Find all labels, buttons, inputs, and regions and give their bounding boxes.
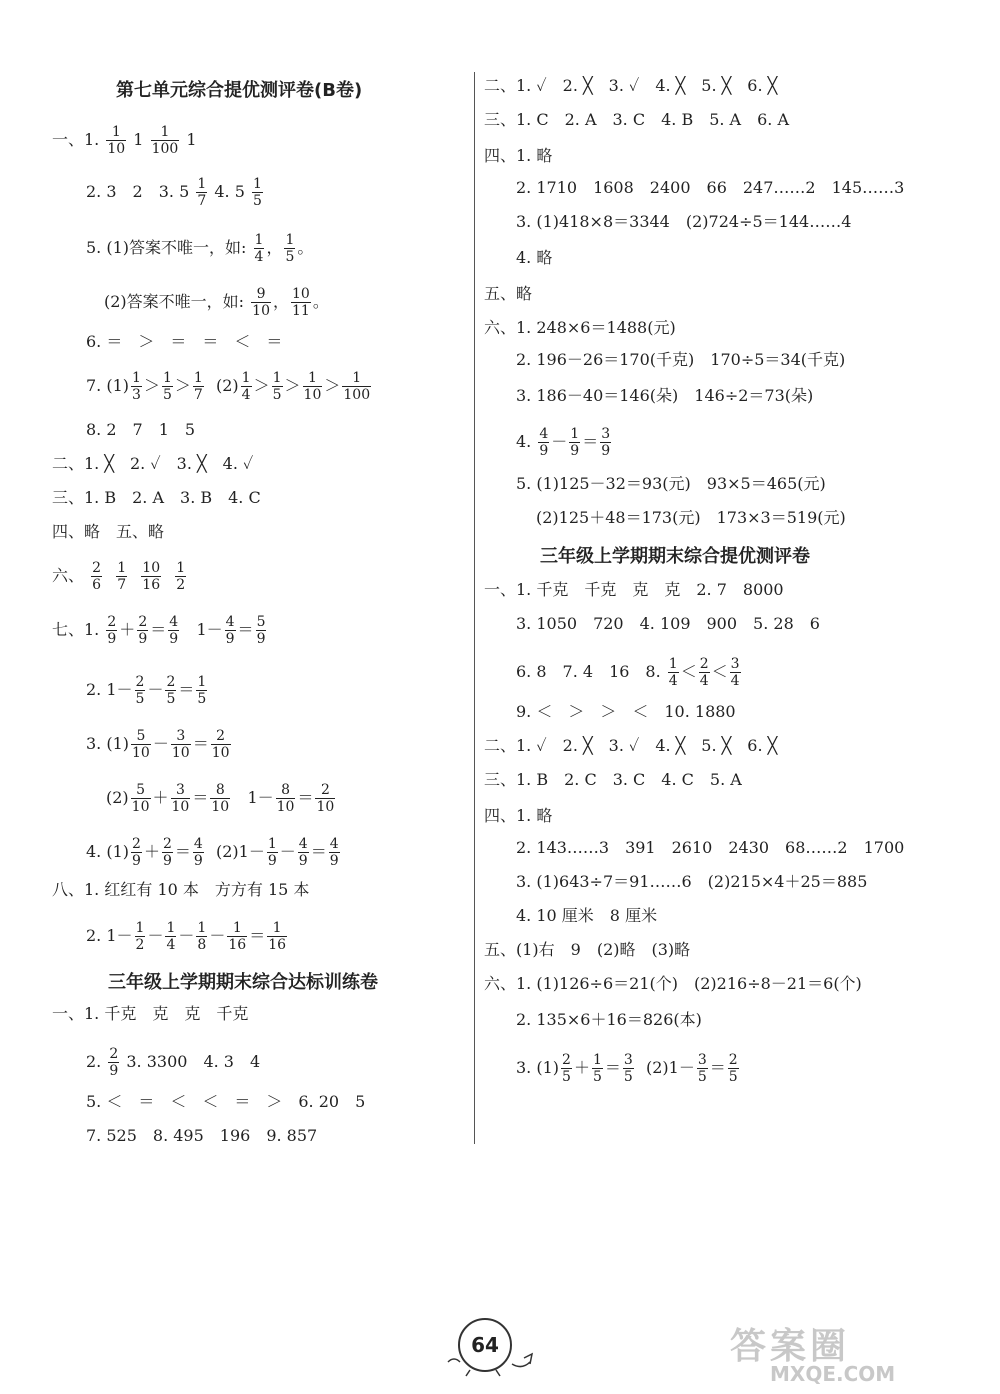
answer-line: 五、(1)右 9 (2)略 (3)略 xyxy=(484,940,691,959)
answer-line: 一、1. $\frac{1}{10}$ 1 $\frac{1}{100}$ 1 xyxy=(52,124,197,157)
answer-line: (2) $\frac{5}{10}$ ＋ $\frac{3}{10}$ ＝ $\frac{8}{10}$ 1－ $\frac{8}{10}$ ＝ $\frac{2}{10}$ xyxy=(106,782,335,815)
fraction: $\frac{3}{5}$ xyxy=(697,1052,707,1085)
answer-line: 二、1. ╳ 2. ✓ 3. ╳ 4. ✓ xyxy=(52,454,254,473)
answer-line: 4. 略 xyxy=(516,248,553,267)
fraction: $\frac{5}{10}$ xyxy=(131,782,150,815)
fraction: $\frac{2}{9}$ xyxy=(107,614,117,647)
fraction: $\frac{5}{10}$ xyxy=(132,728,150,761)
watermark xyxy=(730,1318,980,1388)
fraction: $\frac{2}{5}$ xyxy=(562,1052,571,1085)
fraction: $\frac{3}{9}$ xyxy=(601,426,611,459)
fraction: $\frac{2}{9}$ xyxy=(162,836,172,869)
answer-line: 三、1. C 2. A 3. C 4. B 5. A 6. A xyxy=(484,110,790,129)
fraction: $\frac{5}{9}$ xyxy=(256,614,266,647)
answer-line: 六、1. 248×6＝1488(元) xyxy=(484,318,676,337)
fraction: $\frac{8}{10}$ xyxy=(276,782,295,815)
answer-line: 3. (1)418×8＝3344 (2)724÷5＝144……4 xyxy=(516,212,852,231)
section-title-final-advanced: 三年级上学期期末综合提优测评卷 xyxy=(540,546,810,567)
answer-line: 7. 525 8. 495 196 9. 857 xyxy=(86,1126,318,1145)
fraction: $\frac{10}{11}$ xyxy=(292,286,310,319)
fraction: $\frac{2}{4}$ xyxy=(699,656,709,689)
answer-line: 五、略 xyxy=(484,284,533,303)
answer-line: 2. $\frac{2}{9}$ 3. 3300 4. 3 4 xyxy=(86,1046,261,1079)
answer-line: 2. 1－ $\frac{1}{2}$ － $\frac{1}{4}$ － $\frac{1}{8}$ － $\frac{1}{16}$ ＝ $\frac{1}{16}$ xyxy=(86,920,287,953)
fraction: $\frac{1}{5}$ xyxy=(253,176,262,209)
answer-line: 一、1. 千克 克 克 千克 xyxy=(52,1004,249,1023)
page-number: 64 xyxy=(458,1318,512,1372)
fraction: $\frac{1}{4}$ xyxy=(241,370,251,403)
answer-line: 三、1. B 2. C 3. C 4. C 5. A xyxy=(484,770,742,789)
answer-line: 5. (1)125－32＝93(元) 93×5＝465(元) xyxy=(516,474,826,493)
fraction: $\frac{8}{10}$ xyxy=(211,782,230,815)
fraction: $\frac{2}{5}$ xyxy=(135,674,145,707)
section-title-unit7: 第七单元综合提优测评卷(B卷) xyxy=(116,80,363,101)
fraction: $\frac{3}{10}$ xyxy=(171,728,190,761)
answer-line: 6. ＝ ＞ ＝ ＝ ＜ ＝ xyxy=(86,332,283,351)
column-divider xyxy=(474,72,475,1144)
fraction: $\frac{4}{9}$ xyxy=(329,836,339,869)
fraction: $\frac{4}{9}$ xyxy=(298,836,308,869)
answer-line: 2. 135×6＋16＝826(本) xyxy=(516,1010,702,1029)
fraction: $\frac{1}{100}$ xyxy=(343,370,371,403)
fraction: $\frac{1}{4}$ xyxy=(166,920,176,953)
fraction: $\frac{1}{7}$ xyxy=(197,176,207,209)
fraction: $\frac{4}{9}$ xyxy=(539,426,549,459)
answer-line: 2. 143……3 391 2610 2430 68……2 1700 xyxy=(516,838,905,857)
fraction: $\frac{1}{10}$ xyxy=(107,124,126,157)
answer-line: 七、1. $\frac{2}{9}$ ＋ $\frac{2}{9}$ ＝ $\frac{4}{9}$ 1－ $\frac{4}{9}$ ＝ $\frac{5}{9}$ xyxy=(52,614,266,647)
section-title-final-standard: 三年级上学期期末综合达标训练卷 xyxy=(108,972,378,993)
fraction: $\frac{2}{9}$ xyxy=(109,1046,119,1079)
fraction: $\frac{1}{7}$ xyxy=(117,560,127,593)
answer-line: 一、1. 千克 千克 克 克 2. 7 8000 xyxy=(484,580,784,599)
answer-line: 4. (1) $\frac{2}{9}$ ＋ $\frac{2}{9}$ ＝ $\frac{4}{9}$ (2)1－ $\frac{1}{9}$ － $\frac{4}{9}$ ＝ $\frac{4}{9}$ xyxy=(86,836,339,869)
fraction: $\frac{1}{100}$ xyxy=(151,124,179,157)
answer-line: 六、 $\frac{2}{6}$ $\frac{1}{7}$ $\frac{10}{16}$ $\frac{1}{2}$ xyxy=(52,560,186,593)
answer-line: 2. 3 2 3. 5 $\frac{1}{7}$ 4. 5 $\frac{1}{5}$ xyxy=(86,176,262,209)
answer-line: 6. 8 7. 4 16 8. $\frac{1}{4}$ ＜ $\frac{2}{4}$ ＜ $\frac{3}{4}$ xyxy=(516,656,740,689)
answer-line: 二、1. ✓ 2. ╳ 3. ✓ 4. ╳ 5. ╳ 6. ╳ xyxy=(484,76,778,95)
fraction: $\frac{4}{9}$ xyxy=(169,614,179,647)
fraction: $\frac{1}{10}$ xyxy=(303,370,322,403)
fraction: $\frac{2}{9}$ xyxy=(138,614,148,647)
fraction: $\frac{1}{5}$ xyxy=(285,232,295,265)
page-number-badge xyxy=(440,1318,560,1378)
fraction: $\frac{3}{4}$ xyxy=(730,656,740,689)
fraction: $\frac{1}{16}$ xyxy=(228,920,247,953)
answer-line: 8. 2 7 1 5 xyxy=(86,420,196,439)
answer-line: 4. 10 厘米 8 厘米 xyxy=(516,906,658,925)
fraction: $\frac{2}{9}$ xyxy=(132,836,141,869)
fraction: $\frac{1}{4}$ xyxy=(668,656,678,689)
watermark-text: 答案圈 xyxy=(730,1326,851,1367)
answer-line: 3. (1) $\frac{2}{5}$ ＋ $\frac{1}{5}$ ＝ $\frac{3}{5}$ (2)1－ $\frac{3}{5}$ ＝ $\frac{2}{5}$ xyxy=(516,1052,738,1085)
fraction: $\frac{1}{5}$ xyxy=(272,370,282,403)
fraction: $\frac{1}{5}$ xyxy=(592,1052,602,1085)
answer-line: 3. (1)643÷7＝91……6 (2)215×4＋25＝885 xyxy=(516,872,868,891)
fraction: $\frac{2}{5}$ xyxy=(166,674,176,707)
answer-line: 2. 1710 1608 2400 66 247……2 145……3 xyxy=(516,178,905,197)
fraction: $\frac{10}{16}$ xyxy=(142,560,161,593)
answer-line: 六、1. (1)126÷6＝21(个) (2)216÷8－21＝6(个) xyxy=(484,974,862,993)
answer-line: 9. ＜ ＞ ＞ ＜ 10. 1880 xyxy=(516,702,736,721)
answer-line: 3. 186－40＝146(朵) 146÷2＝73(朵) xyxy=(516,386,814,405)
fraction: $\frac{4}{9}$ xyxy=(193,836,203,869)
fraction: $\frac{1}{5}$ xyxy=(162,370,172,403)
fraction: $\frac{1}{3}$ xyxy=(132,370,141,403)
fraction: $\frac{1}{16}$ xyxy=(268,920,287,953)
answer-line: (2)答案不唯一，如: $\frac{9}{10}$ ， $\frac{10}{11}$ 。 xyxy=(104,286,329,319)
fraction: $\frac{2}{10}$ xyxy=(316,782,335,815)
fraction: $\frac{1}{2}$ xyxy=(135,920,145,953)
answer-line: 二、1. ✓ 2. ╳ 3. ✓ 4. ╳ 5. ╳ 6. ╳ xyxy=(484,736,778,755)
answer-line: 3. 1050 720 4. 109 900 5. 28 6 xyxy=(516,614,820,633)
fraction: $\frac{1}{2}$ xyxy=(176,560,186,593)
answer-line: 2. 196－26＝170(千克) 170÷5＝34(千克) xyxy=(516,350,846,369)
fraction: $\frac{2}{5}$ xyxy=(728,1052,738,1085)
fraction: $\frac{9}{10}$ xyxy=(252,286,270,319)
answer-line: 三、1. B 2. A 3. B 4. C xyxy=(52,488,261,507)
fraction: $\frac{3}{10}$ xyxy=(171,782,190,815)
answer-line: 四、1. 略 xyxy=(484,146,553,165)
answer-line: 2. 1－ $\frac{2}{5}$ － $\frac{2}{5}$ ＝ $\frac{1}{5}$ xyxy=(86,674,207,707)
fraction: $\frac{1}{9}$ xyxy=(267,836,277,869)
answer-line: 5. ＜ ＝ ＜ ＜ ＝ ＞ 6. 20 5 xyxy=(86,1092,366,1111)
fraction: $\frac{2}{10}$ xyxy=(211,728,230,761)
fraction: $\frac{1}{8}$ xyxy=(197,920,207,953)
fraction: $\frac{3}{5}$ xyxy=(623,1052,633,1085)
answer-line: 八、1. 红红有 10 本 方方有 15 本 xyxy=(52,880,310,899)
fraction: $\frac{4}{9}$ xyxy=(225,614,235,647)
fraction: $\frac{1}{5}$ xyxy=(197,674,207,707)
watermark-url: MXQE.COM xyxy=(770,1362,896,1386)
answer-line: 3. (1) $\frac{5}{10}$ － $\frac{3}{10}$ ＝ $\frac{2}{10}$ xyxy=(86,728,230,761)
fraction: $\frac{1}{7}$ xyxy=(193,370,203,403)
answer-line: 4. $\frac{4}{9}$ － $\frac{1}{9}$ ＝ $\frac{3}{9}$ xyxy=(516,426,611,459)
answer-line: 四、略 五、略 xyxy=(52,522,165,541)
answer-line: 5. (1)答案不唯一，如: $\frac{1}{4}$ ， $\frac{1}{5}$ 。 xyxy=(86,232,314,265)
answer-line: 7. (1) $\frac{1}{3}$ ＞ $\frac{1}{5}$ ＞ $\frac{1}{7}$ (2) $\frac{1}{4}$ ＞ $\frac{1}{5}$ ＞ $\frac{1}{10}$ ＞ $\frac{1}{100}$ xyxy=(86,370,371,403)
fraction: $\frac{1}{4}$ xyxy=(254,232,264,265)
answer-line: 四、1. 略 xyxy=(484,806,553,825)
fraction: $\frac{1}{9}$ xyxy=(570,426,580,459)
answer-line: (2)125＋48＝173(元) 173×3＝519(元) xyxy=(536,508,846,527)
fraction: $\frac{2}{6}$ xyxy=(92,560,102,593)
